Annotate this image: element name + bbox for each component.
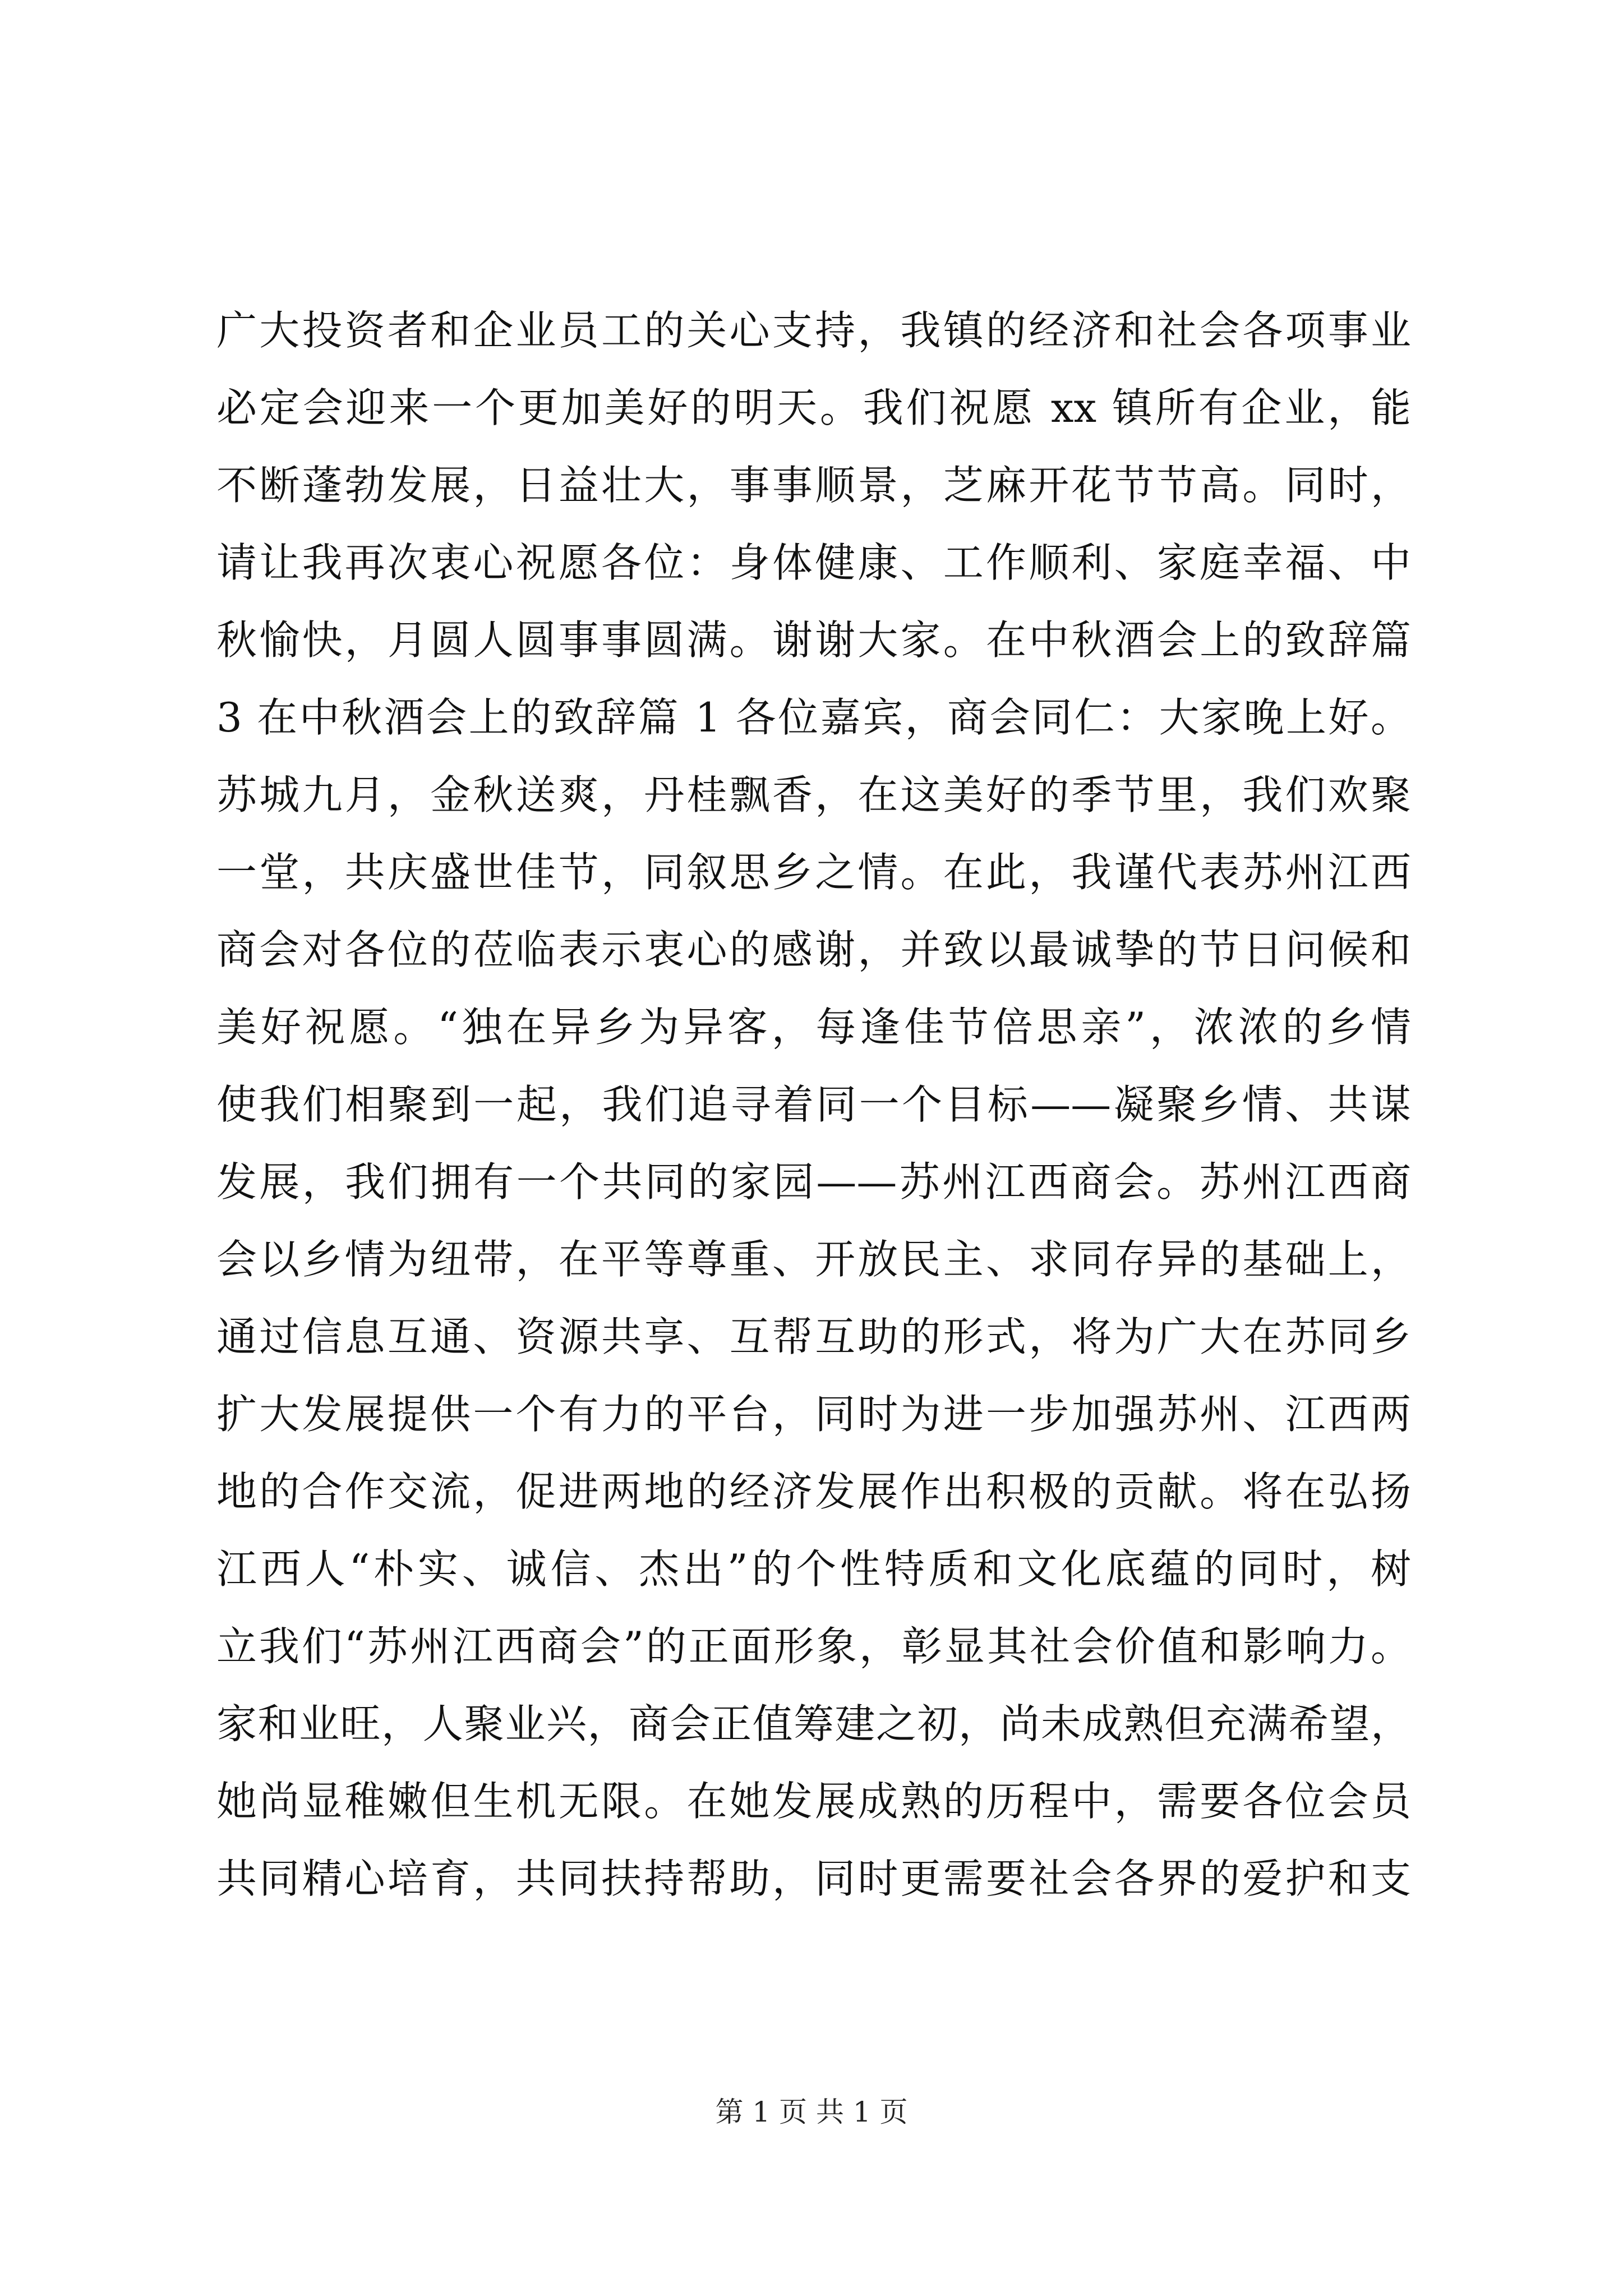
body-text: [216, 292, 1411, 1917]
text-line: 请让我再次衷心祝愿各位：身体健康、工作顺利、家庭幸福、中: [216, 539, 1411, 586]
text-line: 她尚显稚嫩但生机无限。在她发展成熟的历程中，需要各位会员: [216, 1778, 1411, 1825]
text-line: 地的合作交流，促进两地的经济发展作出积极的贡献。将在弘扬: [216, 1468, 1411, 1515]
text-line: 共同精心培育，共同扶持帮助，同时更需要社会各界的爱护和支: [216, 1855, 1411, 1902]
text-line: 使我们相聚到一起，我们追寻着同一个目标——凝聚乡情、共谋: [216, 1081, 1411, 1128]
text-line: 苏城九月，金秋送爽，丹桂飘香，在这美好的季节里，我们欢聚: [216, 771, 1411, 818]
text-line: 扩大发展提供一个有力的平台，同时为进一步加强苏州、江西两: [216, 1391, 1411, 1438]
page-footer: 第 1 页 共 1 页: [715, 2096, 908, 2128]
text-line: 必定会迎来一个更加美好的明天。我们祝愿 xx 镇所有企业，能: [216, 384, 1411, 431]
text-line: 不断蓬勃发展，日益壮大，事事顺景，芝麻开花节节高。同时，: [216, 462, 1411, 509]
text-line: 发展，我们拥有一个共同的家园——苏州江西商会。苏州江西商: [216, 1158, 1411, 1205]
text-line: 通过信息互通、资源共享、互帮互助的形式，将为广大在苏同乡: [216, 1313, 1411, 1360]
text-line: 广大投资者和企业员工的关心支持，我镇的经济和社会各项事业: [216, 307, 1411, 354]
text-line: 家和业旺，人聚业兴，商会正值筹建之初，尚未成熟但充满希望，: [216, 1700, 1411, 1747]
text-line: 美好祝愿。“独在异乡为异客，每逢佳节倍思亲”，浓浓的乡情: [216, 1004, 1411, 1051]
text-line: 3 在中秋酒会上的致辞篇 1 各位嘉宾，商会同仁：大家晚上好。: [216, 694, 1411, 741]
text-line: 会以乡情为纽带，在平等尊重、开放民主、求同存异的基础上，: [216, 1236, 1411, 1283]
text-line: 一堂，共庆盛世佳节，同叙思乡之情。在此，我谨代表苏州江西: [216, 849, 1411, 896]
text-line: 商会对各位的莅临表示衷心的感谢，并致以最诚挚的节日问候和: [216, 926, 1411, 973]
text-line: 江西人“朴实、诚信、杰出”的个性特质和文化底蕴的同时，树: [216, 1545, 1411, 1593]
text-line: 立我们“苏州江西商会”的正面形象，彰显其社会价值和影响力。: [216, 1623, 1411, 1670]
text-line: 秋愉快，月圆人圆事事圆满。谢谢大家。在中秋酒会上的致辞篇: [216, 616, 1411, 664]
